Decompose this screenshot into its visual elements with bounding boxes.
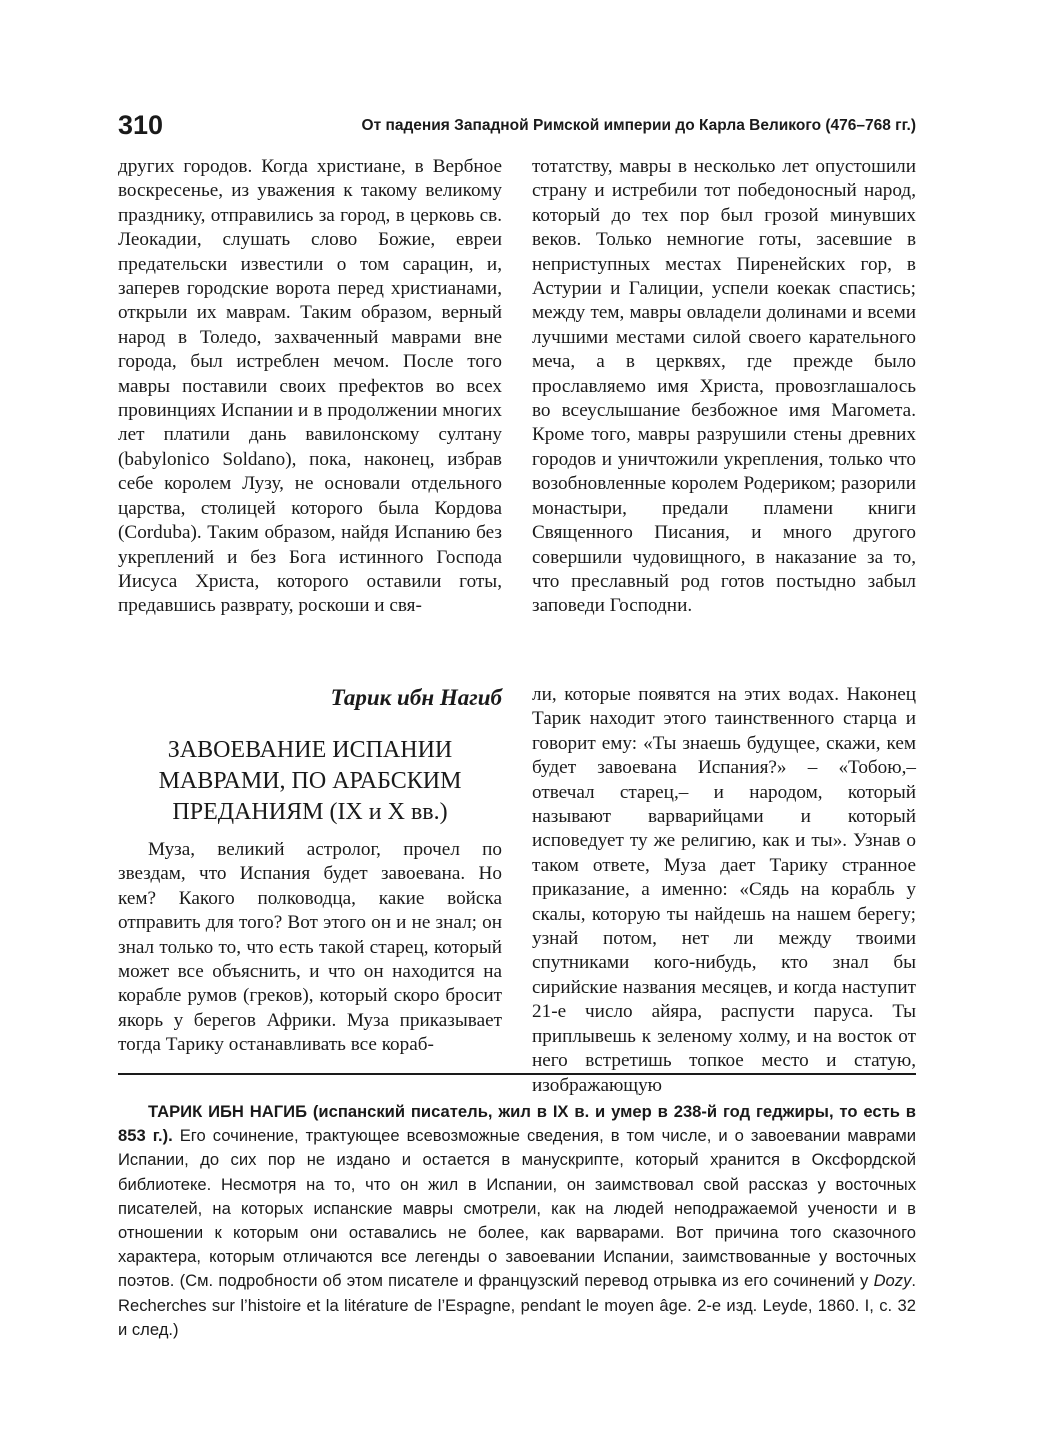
section-author: Тарик ибн Нагиб bbox=[330, 685, 502, 710]
bottom-left-column bbox=[118, 838, 502, 1058]
footnote-author-ref: Dozy bbox=[873, 1271, 912, 1291]
page-header bbox=[118, 110, 916, 144]
bottom-right-column bbox=[532, 683, 916, 1098]
top-right-column bbox=[532, 155, 916, 619]
top-right-paragraph: тотатству, мавры в несколько лет опустошили страну и истребили тот победоносный народ, который до тех пор был грозой минувших веков. Только немногие готы, засевшие в неприступных местах Пиренейских гор, в Астурии и Галиции, успели коекак спастись; между тем, мавры овладели долинами и всеми лучшими местами силой своего карательного меча, а в церквях, где прежде было прославляемо имя Христа, провозглашалось во всеуслышание безбожное имя Магомета. Кроме того, мавры разрушили стены древних городов и уничтожили укрепления, только что возобновленные королем Родериком; разорили монастыри, предали пламени книги Священного Писания, и много другого совершили чудовищного, в наказание за то, что преславный род готов постыдно забыл заповеди Господни. bbox=[532, 156, 916, 617]
top-left-paragraph: других городов. Когда христиане, в Вербное воскресенье, из уважения к такому великому празднику, отправились за город, в церковь св. Леокадии, слушать слово Божие, евреи предательски известили о том сарацин, и, заперев городские ворота перед христианами, открыли их маврам. Таким образом, верный народ в Толедо, захваченный маврами вне города, был истреблен мечом. После того мавры поставили своих префектов во всех провинциях Испании и в продолжении многих лет платили дань вавилонскому султану (babylonico Soldano), пока, наконец, избрав себе королем Лузу, не основали отдельного царства, столицей которого была Кордова (Corduba). Таким образом, найдя Испанию без укреплений и без Бога истинного Господа Иисуса Христа, которого оставили готы, предавшись разврату, роскоши и свя- bbox=[118, 156, 502, 617]
bottom-left-paragraph: Муза, великий астролог, прочел по звездам, что Испания будет завоевана. Но кем? Какого полководца, какие войска отправить для того? Вот этого он и не знал; он знал только то, что есть такой старец, который может все объяснить, и что он находится на корабле румов (греков), который скоро бросит якорь у берегов Африки. Муза приказывает тогда Тарику останавливать все кораб- bbox=[118, 839, 502, 1056]
running-title: От падения Западной Римской империи до Карла Великого (476–768 гг.) bbox=[361, 117, 916, 134]
footnote-divider bbox=[118, 1073, 916, 1075]
top-left-column bbox=[118, 155, 502, 619]
footnote bbox=[118, 1100, 916, 1342]
section-title: ЗАВОЕВАНИЕ ИСПАНИИ МАВРАМИ, ПО АРАБСКИМ ПРЕДАНИЯМ (IX и X вв.) bbox=[158, 737, 462, 825]
footnote-bold-heading: ТАРИК ИБН НАГИБ (испанский писатель, жил в IX в. и умер в 238-й год геджиры, то есть в 853 г.). bbox=[118, 1102, 916, 1146]
footnote-paragraph bbox=[118, 1100, 916, 1342]
footnote-body: Его сочинение, трактующее всевозможные сведения, в том числе, и о завоевании маврами Испании, до сих пор не издано и остается в манускрипте, который хранится в Оксфордской библиотеке. Несмотря на то, что он жил в Испании, он заимствовал свой рассказ у восточных писателей, на которых испанские мавры смотрели, как на людей неподражаемой учености и в отношении к которым они оставались не более, как варварами. Вот причина того сказочного характера, которым отличаются все легенды о завоевании Испании, заимствованные у восточных поэтов. (См. подробности об этом писателе и французский перевод отрывка из его сочинений у bbox=[118, 1126, 916, 1291]
page-number: 310 bbox=[118, 110, 164, 140]
bottom-right-paragraph: ли, которые появятся на этих водах. Наконец Тарик находит этого таинственного старца и говорит ему: «Ты знаешь будущее, скажи, кем будет завоевана Испания?» – «Тобою,– отвечал старец,– и народом, который называют варварийцами и который исповедует ту же религию, как и ты». Узнав о таком ответе, Муза дает Тарику странное приказание, а именно: «Сядь на корабль у скалы, которую ты найдешь на нашем берегу; узнай потом, нет ли между твоими спутниками кого-нибудь, кто знал бы сирийские названия месяцев, и когда наступит 21-е число айяра, распусти паруса. Ты приплывешь к зеленому холму, и на восток от него встретишь топкое место и статую, изображающую bbox=[532, 684, 916, 1096]
footnote-citation: . Recherches sur l’histoire et la litérature de l’Espagne, pendant le moyen âge. 2-е изд. Leyde, 1860. I, с. 32 и след.) bbox=[118, 1271, 916, 1339]
